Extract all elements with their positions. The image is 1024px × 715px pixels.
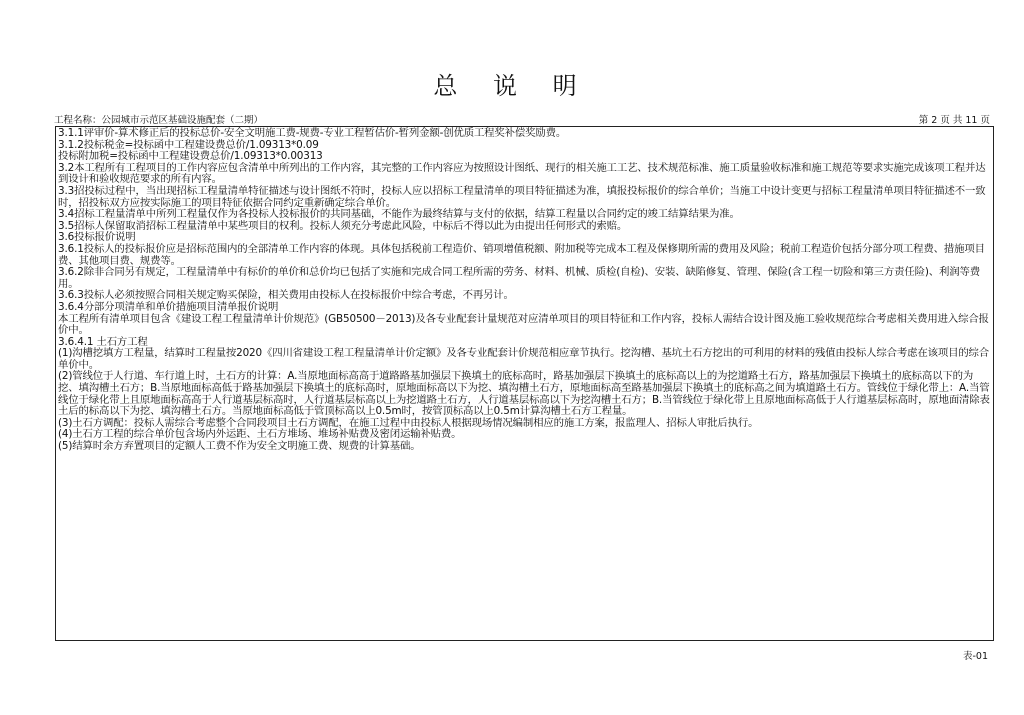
form-number: 表-01	[962, 651, 988, 662]
paragraph: 3.6.3投标人必须按照合同相关规定购买保险，相关费用由投标人在投标报价中综合考虑，不再另计。	[58, 289, 514, 302]
description-body	[58, 128, 990, 453]
paragraph: 3.5招标人保留取消招标工程量清单中某些项目的权利。投标人须充分考虑此风险，中标后不得以此为由提出任何形式的索赔。	[58, 219, 628, 232]
page-number-info: 第 2 页 共 11 页	[918, 115, 990, 126]
paragraph: 3.1.1评审价-算术修正后的投标总价-安全文明施工费-规费-专业工程暂估价-暂列金额-创优质工程奖补偿奖励费。	[58, 127, 567, 139]
paragraph: 3.1.2投标税金=投标函中工程建设费总价/1.09313*0.09	[58, 138, 319, 151]
paragraph: 3.6.2除非合同另有规定，工程量清单中有标价的单价和总价均已包括了实施和完成合同工程所需的劳务、材料、机械、质检(自检)、安装、缺陷修复、管理、保险(含工程一切险和第三方责任险)、利润等费用。	[58, 266, 980, 290]
paragraph: 3.2本工程所有工程项目的工作内容应包含清单中所列出的工作内容，其完整的工作内容应为按照设计图纸、现行的相关施工工艺、技术规范标准、施工质量验收标准和施工规范等要求实施完成该项工程并达到设计和验收规范要求的所有内容。	[58, 161, 986, 186]
paragraph: (5)结算时余方弃置项目的定额人工费不作为安全文明施工费、规费的计算基础。	[58, 440, 421, 453]
section-heading: 3.6.4.1 土石方工程	[58, 335, 148, 348]
paragraph: (1)沟槽挖填方工程量，结算时工程量按2020《四川省建设工程工程量清单计价定额》及各专业配套计价规范相应章节执行。挖沟槽、基坑土石方挖出的可利用的材料的残值由投标人综合考虑在该项目的综合单价中。	[58, 347, 990, 371]
paragraph: 3.3招投标过程中，当出现招标工程量清单特征描述与设计图纸不符时，投标人应以招标工程量清单的项目特征描述为准，填报投标报价的综合单价；当施工中设计变更与招标工程量清单项目特征描述不一致时，招投标双方应按实际施工的项目特征依据合同约定重新确定综合单价。	[58, 184, 986, 209]
section-heading: 3.6投标报价说明	[58, 231, 136, 244]
paragraph: 投标附加税=投标函中工程建设费总价/1.09313*0.00313	[58, 150, 323, 163]
project-name: 工程名称：公园城市示范区基础设施配套（二期）	[54, 115, 264, 126]
paragraph: (3)土石方调配：投标人需综合考虑整个合同段项目土石方调配，在施工过程中由投标人根据现场情况编制相应的施工方案，报监理人、招标人审批后执行。	[58, 416, 759, 429]
paragraph: 本工程所有清单项目包含《建设工程工程量清单计价规范》(GB50500－2013)及各专业配套计量规范对应清单项目的项目特征和工作内容，投标人需结合设计图及施工验收规范综合考虑相关费用进入综合报价中。	[58, 312, 989, 337]
paragraph: 3.4招标工程量清单中所列工程量仅作为各投标人投标报价的共同基础，不能作为最终结算与支付的依据，结算工程量以合同约定的竣工结算结果为准。	[58, 208, 740, 221]
paragraph: (2)管线位于人行道、车行道上时，土石方的计算：A.当原地面标高高于道路路基加强层下换填土的底标高时，路基加强层下换填土的底标高以上的为挖道路土石方，路基加强层下换填土的底标高以下的为挖、填沟槽土石方；B.当原地面标高低于路基加强层下换填土的底标高时，原地面标高以下为挖、填沟槽土石方，原地面标高至路基加强层下换填土的底标高之间为填道路土石方。管线位于绿化带上：A.当管线位于绿化带上且原地面标高高于人行道基层标高时，人行道基层标高以上为挖道路土石方，人行道基层标高以下为挖沟槽土石方；B.当管线位于绿化带上且原地面标高低于人行道基层标高时，原地面清除表土后的标高以下为挖、填沟槽土石方。当原地面标高低于管顶标高以上0.5m时，按管顶标高以上0.5m计算沟槽土石方工程量。	[58, 370, 990, 418]
paragraph: (4)土石方工程的综合单价包含场内外运距、土石方堆场、堆场补贴费及密闭运输补贴费。	[58, 428, 462, 441]
document-title: 总 说 明	[433, 72, 591, 100]
section-heading: 3.6.4分部分项清单和单价措施项目清单报价说明	[58, 300, 279, 313]
paragraph: 3.6.1投标人的投标报价应是招标范围内的全部清单工作内容的体现。具体包括税前工程造价、销项增值税额、附加税等完成本工程及保修期所需的费用及风险；税前工程造价包括分部分项工程费、措施项目费、其他项目费、规费等。	[58, 242, 985, 267]
